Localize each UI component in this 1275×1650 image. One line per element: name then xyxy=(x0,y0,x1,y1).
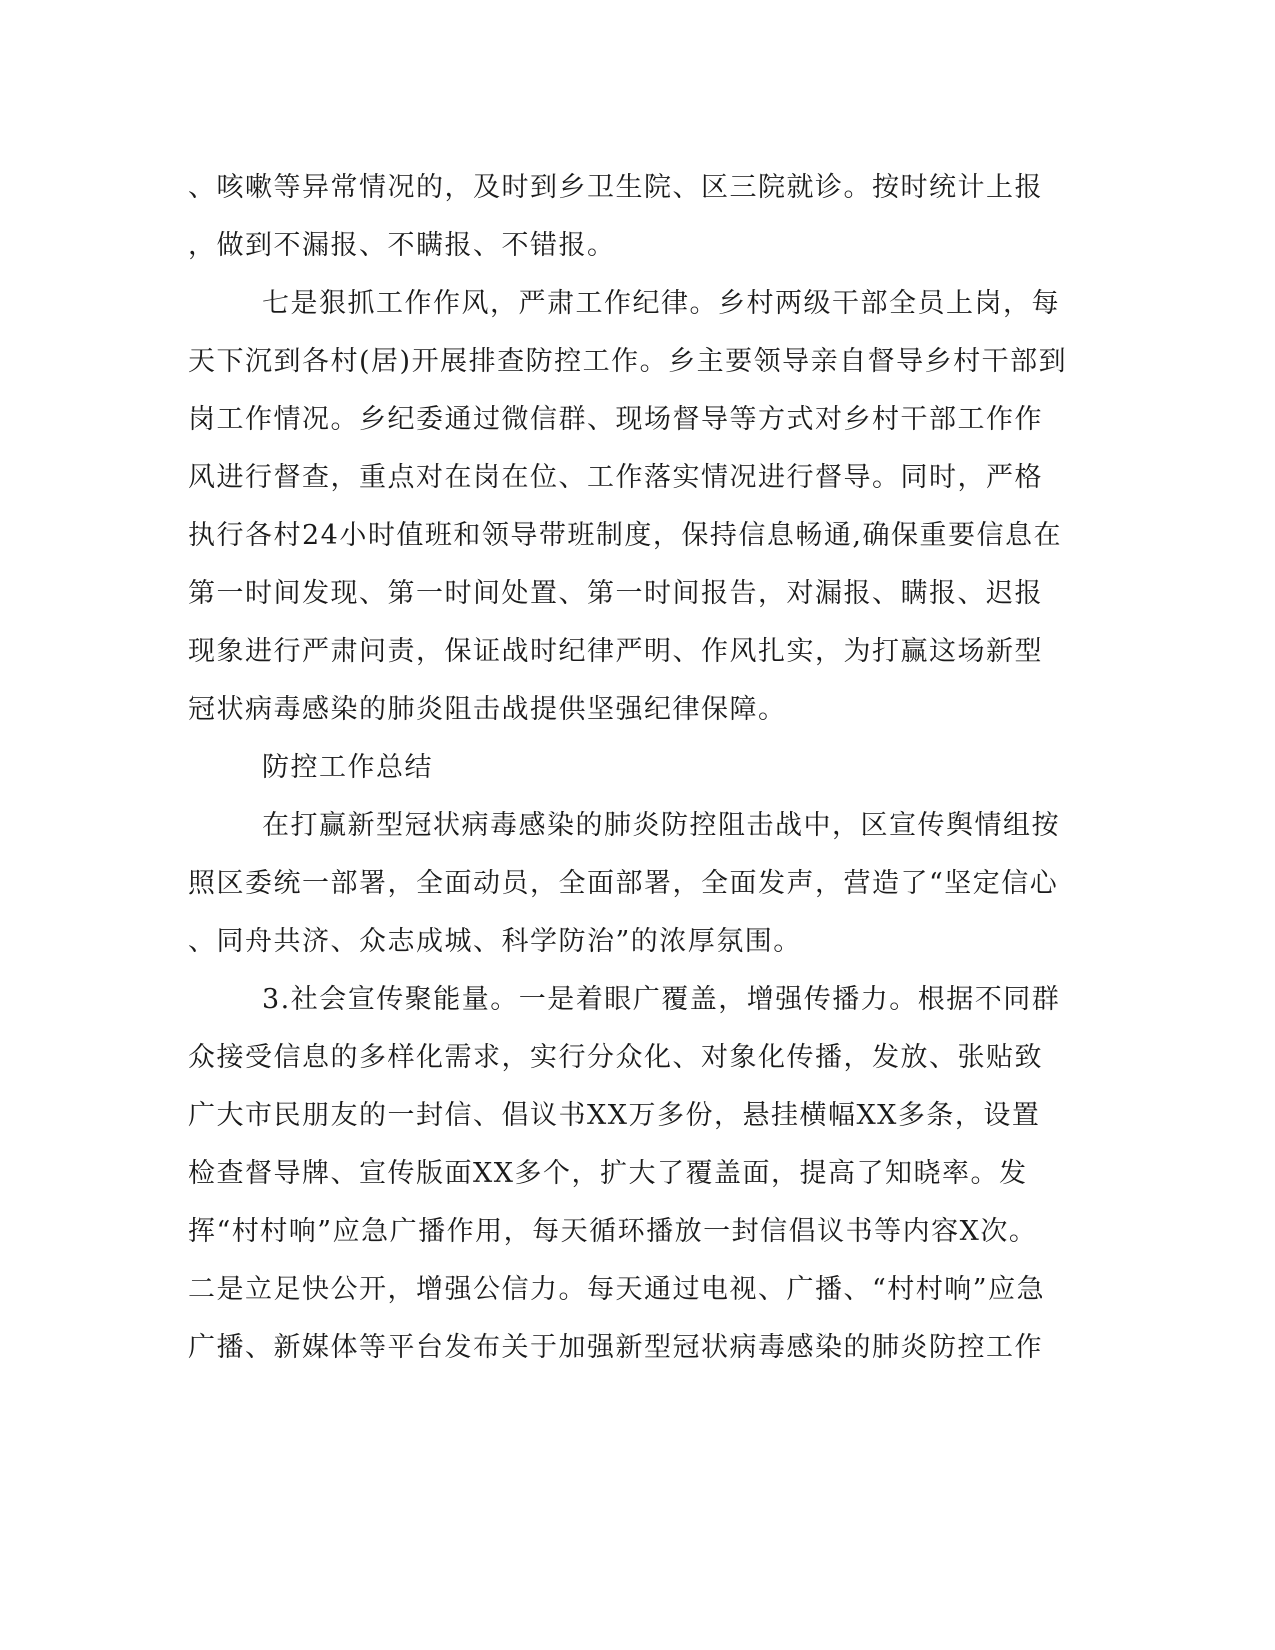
text-line: 、同舟共济、众志成城、科学防治”的浓厚氛围。 xyxy=(188,926,802,957)
text-line: 冠状病毒感染的肺炎阻击战提供坚强纪律保障。 xyxy=(188,694,787,725)
text-line: 、咳嗽等异常情况的，及时到乡卫生院、区三院就诊。按时统计上报 xyxy=(188,172,1043,203)
text-line: 广播、新媒体等平台发布关于加强新型冠状病毒感染的肺炎防控工作 xyxy=(188,1332,1043,1363)
text-line: 二是立足快公开，增强公信力。每天通过电视、广播、“村村响”应急 xyxy=(188,1274,1046,1305)
text-line: 广大市民朋友的一封信、倡议书XX万多份，悬挂横幅XX多条，设置 xyxy=(188,1100,1041,1131)
text-line: 照区委统一部署，全面动员，全面部署，全面发声，营造了“坚定信心 xyxy=(188,868,1059,899)
text-line: ，做到不漏报、不瞒报、不错报。 xyxy=(188,230,616,261)
text-line: 天下沉到各村(居)开展排查防控工作。乡主要领导亲自督导乡村干部到 xyxy=(188,346,1068,377)
text-line: 岗工作情况。乡纪委通过微信群、现场督导等方式对乡村干部工作作 xyxy=(188,404,1043,435)
text-line: 3.社会宣传聚能量。一是着眼广覆盖，增强传播力。根据不同群 xyxy=(262,984,1061,1015)
text-line: 第一时间发现、第一时间处置、第一时间报告，对漏报、瞒报、迟报 xyxy=(188,578,1043,609)
text-line: 挥“村村响”应急广播作用，每天循环播放一封信倡议书等内容X次。 xyxy=(188,1216,1038,1247)
text-line: 检查督导牌、宣传版面XX多个，扩大了覆盖面，提高了知晓率。发 xyxy=(188,1158,1028,1189)
text-line: 执行各村24小时值班和领导带班制度，保持信息畅通,确保重要信息在 xyxy=(188,520,1062,551)
text-line: 在打赢新型冠状病毒感染的肺炎防控阻击战中，区宣传舆情组按 xyxy=(262,810,1060,841)
text-line: 现象进行严肃问责，保证战时纪律严明、作风扎实，为打赢这场新型 xyxy=(188,636,1043,667)
section-heading: 防控工作总结 xyxy=(262,752,433,783)
text-line: 众接受信息的多样化需求，实行分众化、对象化传播，发放、张贴致 xyxy=(188,1042,1043,1073)
text-line: 七是狠抓工作作风，严肃工作纪律。乡村两级干部全员上岗，每 xyxy=(262,288,1060,319)
text-line: 风进行督查，重点对在岗在位、工作落实情况进行督导。同时，严格 xyxy=(188,462,1043,493)
